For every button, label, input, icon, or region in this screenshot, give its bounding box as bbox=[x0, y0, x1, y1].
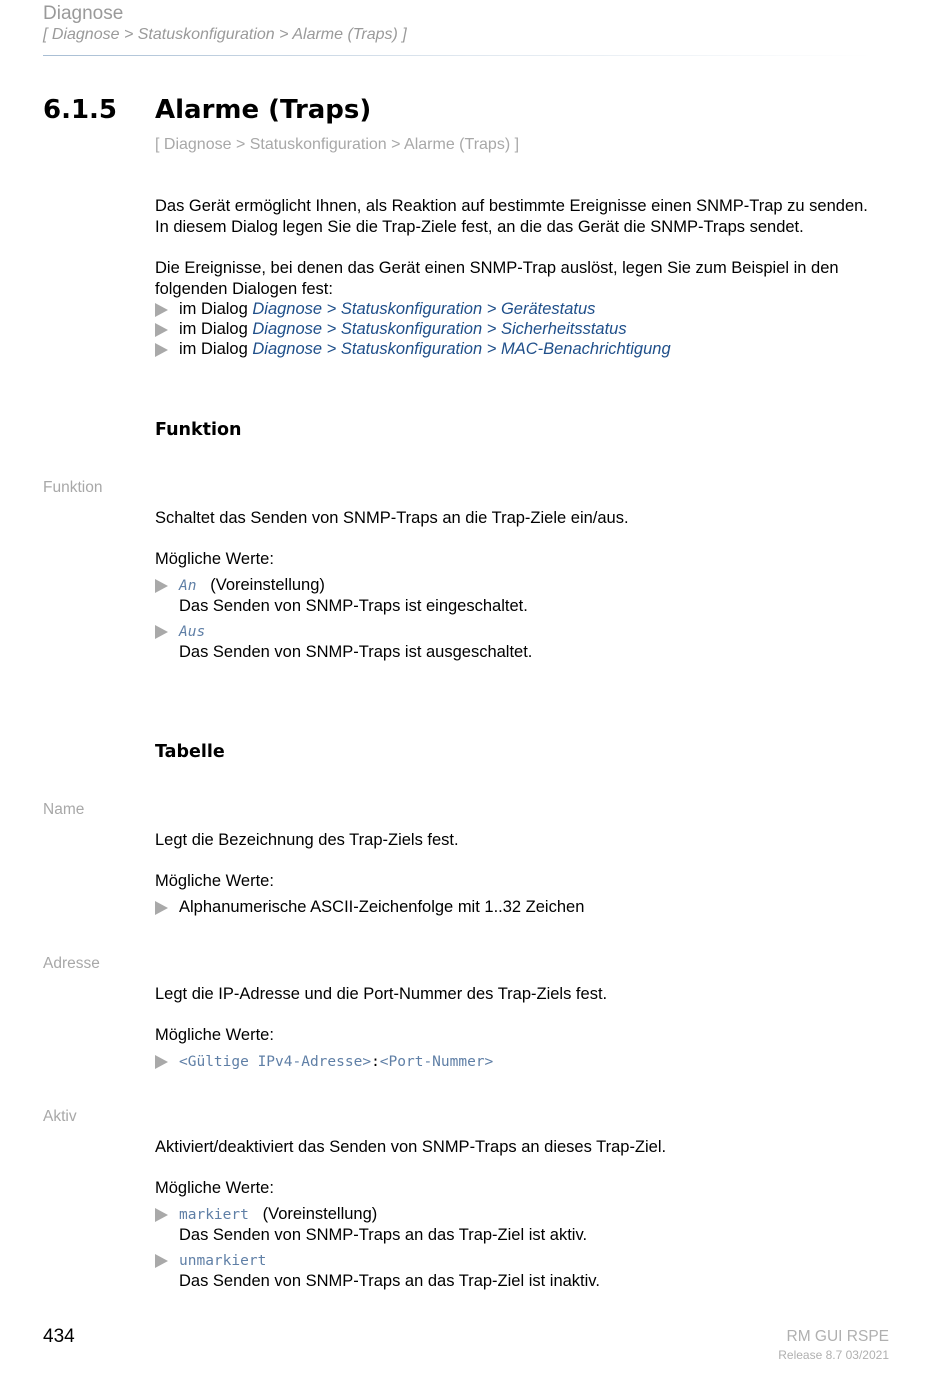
subsection-heading-tabelle: Tabelle bbox=[155, 742, 225, 762]
field-label-aktiv: Aktiv bbox=[43, 1108, 77, 1125]
value-text: Alphanumerische ASCII-Zeichenfolge mit 1..32 Zeichen bbox=[179, 898, 585, 916]
value-description: Das Senden von SNMP-Traps ist eingeschaltet. bbox=[179, 597, 528, 615]
field-description: Aktiviert/deaktiviert das Senden von SNMP-Traps an dieses Trap-Ziel. bbox=[155, 1138, 667, 1156]
value-note: (Voreinstellung) bbox=[262, 1205, 378, 1223]
value-code: <Gültige IPv4-Adresse> bbox=[179, 1054, 372, 1070]
value-code: An bbox=[179, 578, 197, 594]
bullet-triangle-icon bbox=[155, 323, 168, 337]
possible-values-label: Mögliche Werte: bbox=[155, 872, 274, 890]
field-description: Legt die Bezeichnung des Trap-Ziels fest. bbox=[155, 831, 459, 849]
subsection-heading-funktion: Funktion bbox=[155, 420, 242, 440]
bullet-triangle-icon bbox=[155, 303, 168, 317]
value-description: Das Senden von SNMP-Traps an das Trap-Ziel ist inaktiv. bbox=[179, 1272, 600, 1290]
dialog-link[interactable]: Diagnose > Statuskonfiguration > MAC-Benachrichtigung bbox=[252, 340, 671, 358]
intro-paragraph-1 bbox=[155, 196, 895, 237]
bullet-triangle-icon bbox=[155, 1208, 168, 1222]
footer-release: Release 8.7 03/2021 bbox=[778, 1348, 889, 1362]
header-title: Diagnose bbox=[43, 3, 124, 24]
list-prefix: im Dialog bbox=[179, 300, 248, 318]
field-label-name: Name bbox=[43, 801, 85, 818]
header-breadcrumb: [ Diagnose > Statuskonfiguration > Alarme (Traps) ] bbox=[43, 26, 407, 43]
value-description: Das Senden von SNMP-Traps an das Trap-Ziel ist aktiv. bbox=[179, 1226, 588, 1244]
field-label-adresse: Adresse bbox=[43, 955, 100, 972]
bullet-triangle-icon bbox=[155, 901, 168, 915]
bullet-triangle-icon bbox=[155, 343, 168, 357]
field-description: Legt die IP-Adresse und die Port-Nummer des Trap-Ziels fest. bbox=[155, 985, 608, 1003]
page-number: 434 bbox=[43, 1326, 75, 1347]
possible-values-label: Mögliche Werte: bbox=[155, 1026, 274, 1044]
bullet-triangle-icon bbox=[155, 579, 168, 593]
intro-line: Die Ereignisse, bei denen das Gerät einen SNMP-Trap auslöst, legen Sie zum Beispiel in den bbox=[155, 259, 839, 277]
value-description: Das Senden von SNMP-Traps ist ausgeschaltet. bbox=[179, 643, 533, 661]
bullet-triangle-icon bbox=[155, 1254, 168, 1268]
footer-product: RM GUI RSPE bbox=[786, 1328, 889, 1345]
possible-values-label: Mögliche Werte: bbox=[155, 550, 274, 568]
intro-paragraph-2 bbox=[155, 258, 895, 299]
value-code: unmarkiert bbox=[179, 1253, 267, 1269]
list-prefix: im Dialog bbox=[179, 340, 248, 358]
value-separator: : bbox=[371, 1054, 380, 1070]
field-label-funktion: Funktion bbox=[43, 479, 103, 496]
intro-line: folgenden Dialogen fest: bbox=[155, 279, 333, 298]
header-divider bbox=[43, 55, 873, 56]
dialog-link[interactable]: Diagnose > Statuskonfiguration > Gerätestatus bbox=[252, 300, 596, 318]
section-breadcrumb: [ Diagnose > Statuskonfiguration > Alarme (Traps) ] bbox=[155, 136, 520, 153]
bullet-triangle-icon bbox=[155, 625, 168, 639]
bullet-triangle-icon bbox=[155, 1055, 168, 1069]
value-note: (Voreinstellung) bbox=[210, 576, 325, 594]
value-code: <Port-Nummer> bbox=[379, 1054, 494, 1070]
value-code: Aus bbox=[179, 624, 206, 640]
intro-line: Das Gerät ermöglicht Ihnen, als Reaktion auf bestimmte Ereignisse einen SNMP-Trap zu senden. bbox=[155, 197, 868, 215]
possible-values-label: Mögliche Werte: bbox=[155, 1179, 274, 1197]
section-title: Alarme (Traps) bbox=[155, 95, 372, 125]
section-number: 6.1.5 bbox=[43, 95, 118, 125]
dialog-link[interactable]: Diagnose > Statuskonfiguration > Sicherheitsstatus bbox=[252, 320, 627, 338]
intro-line: In diesem Dialog legen Sie die Trap-Ziele fest, an die das Gerät die SNMP-Traps sendet. bbox=[155, 217, 804, 236]
field-description: Schaltet das Senden von SNMP-Traps an die Trap-Ziele ein/aus. bbox=[155, 509, 629, 527]
value-code: markiert bbox=[179, 1207, 249, 1223]
list-prefix: im Dialog bbox=[179, 320, 248, 338]
